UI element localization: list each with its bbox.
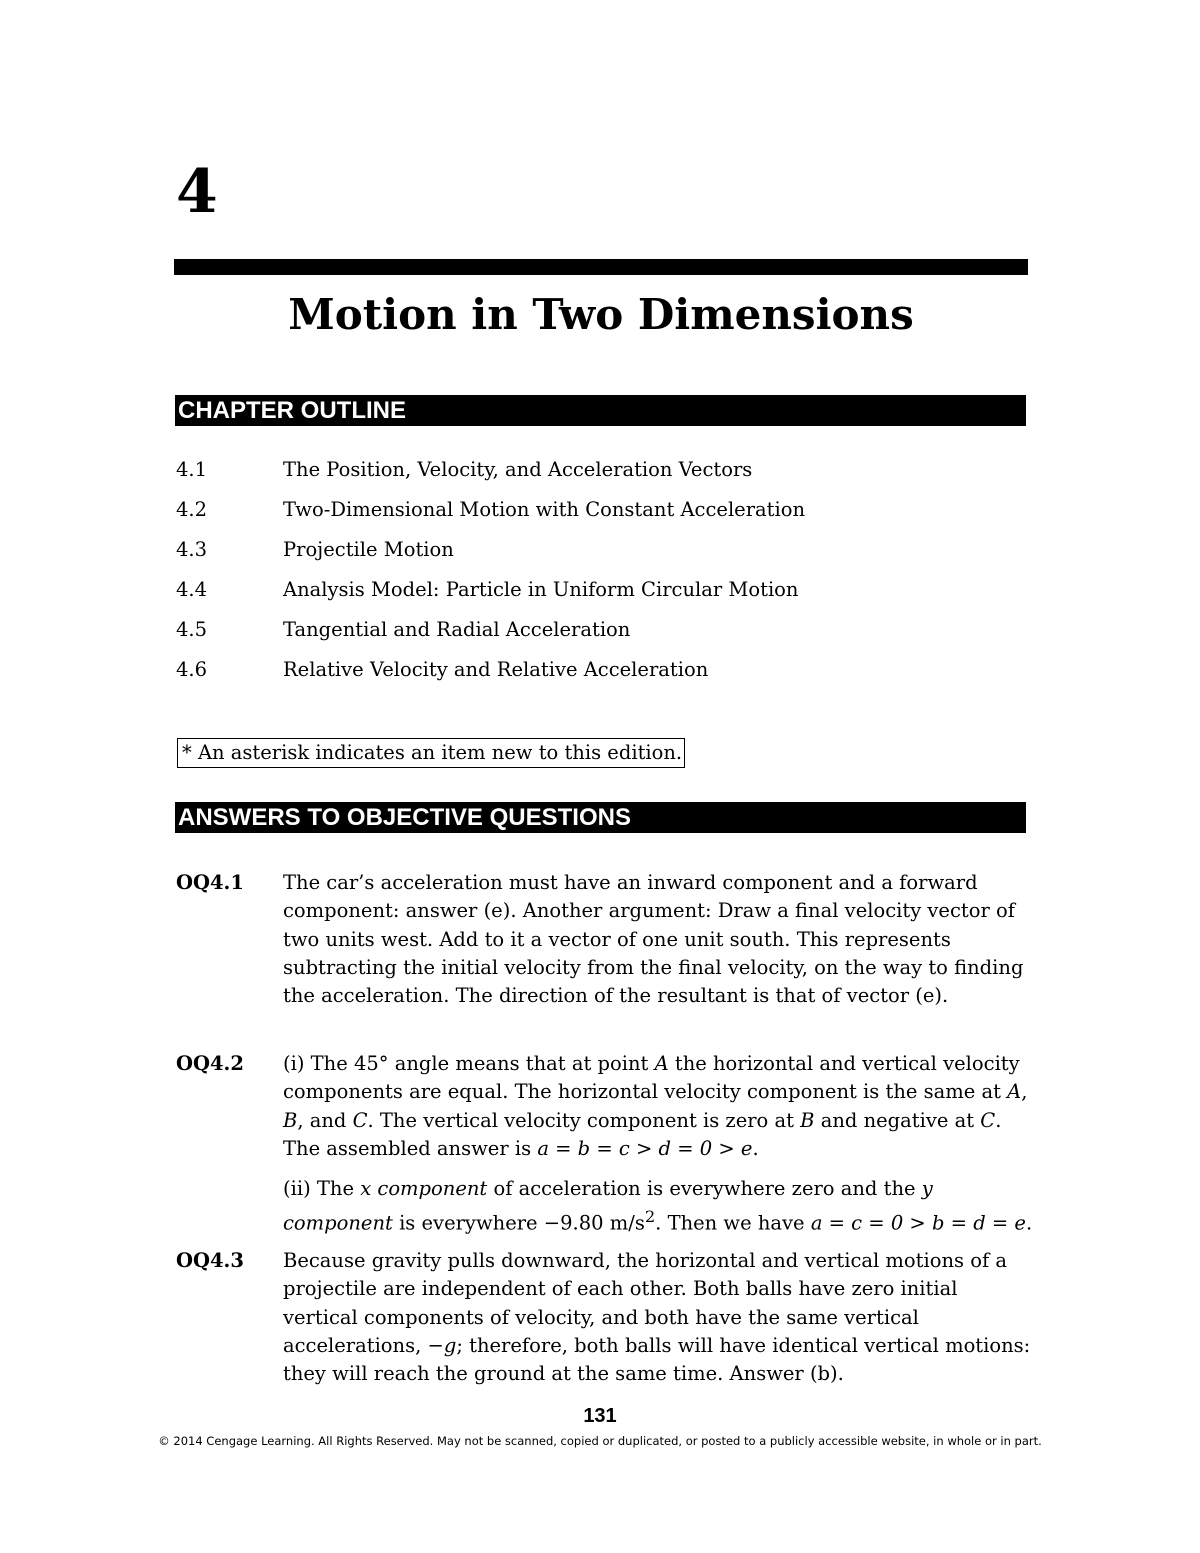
answer-item (176, 1050, 1036, 1238)
outline-item-title: Tangential and Radial Acceleration (283, 618, 631, 641)
answer-paragraph: Because gravity pulls downward, the horizontal and vertical motions of a projectile are independent of each other. Both balls have zero initial vertical components of velocity, and both have the same vertical accelerations, −g; therefore, both balls will have identical vertical motions: they will reach the ground at the same time. Answer (b). (283, 1249, 1031, 1386)
outline-item-number: 4.5 (176, 618, 208, 641)
outline-item-number: 4.2 (176, 498, 208, 521)
answer-text (283, 869, 1036, 1010)
outline-item-number: 4.3 (176, 538, 208, 561)
outline-item-title: Analysis Model: Particle in Uniform Circular Motion (283, 578, 799, 601)
outline-item-title: Relative Velocity and Relative Acceleration (283, 658, 709, 681)
outline-item-title: Projectile Motion (283, 538, 454, 561)
answer-paragraph: The car’s acceleration must have an inward component and a forward component: answer (e). Another argument: Draw a final velocity vector of two units west. Add to it a vector of one unit south. This represents subtracting the initial velocity from the final velocity, on the way to finding the acceleration. The direction of the resultant is that of vector (e). (283, 871, 1024, 1008)
question-label: OQ4.2 (176, 1052, 244, 1075)
outline-item (176, 495, 805, 535)
asterisk-note: * An asterisk indicates an item new to this edition. (177, 738, 685, 768)
outline-item-number: 4.1 (176, 458, 208, 481)
chapter-outline-list (176, 455, 805, 695)
question-label: OQ4.3 (176, 1249, 244, 1272)
outline-item-title: Two-Dimensional Motion with Constant Acceleration (283, 498, 806, 521)
copyright-notice: © 2014 Cengage Learning. All Rights Reserved. May not be scanned, copied or duplicated, or posted to a publicly accessible website, in whole or in part. (158, 1434, 1042, 1448)
outline-item-number: 4.4 (176, 578, 208, 601)
answer-paragraph-part-ii: (ii) The x component of acceleration is everywhere zero and the y component is everywhere −9.80 $m/s^2$. Then we have a = c = 0 > b = d = e. (283, 1177, 1033, 1235)
objective-questions-heading: ANSWERS TO OBJECTIVE QUESTIONS (175, 802, 1026, 833)
chapter-number: 4 (176, 157, 218, 227)
answer-paragraph-part-i: (i) The 45° angle means that at point A the horizontal and vertical velocity components are equal. The horizontal velocity component is the same at A, B, and C. The vertical velocity component is zero at B and negative at C. The assembled answer is a = b = c > d = 0 > e. (283, 1052, 1028, 1160)
chapter-rule (174, 259, 1028, 275)
outline-item (176, 535, 805, 575)
chapter-outline-heading: CHAPTER OUTLINE (175, 395, 1026, 426)
answer-item (176, 1247, 1036, 1388)
outline-item (176, 615, 805, 655)
page-number: 131 (583, 1405, 617, 1427)
answer-item (176, 869, 1036, 1010)
inequality-expression: a = b = c > d = 0 > e (537, 1136, 753, 1160)
outline-item (176, 455, 805, 495)
chapter-title: Motion in Two Dimensions (288, 290, 914, 339)
outline-item (176, 655, 805, 695)
answer-text (283, 1050, 1036, 1238)
outline-item-number: 4.6 (176, 658, 208, 681)
answer-text (283, 1247, 1036, 1388)
question-label: OQ4.1 (176, 871, 244, 894)
outline-item-title: The Position, Velocity, and Acceleration Vectors (283, 458, 753, 481)
outline-item (176, 575, 805, 615)
inequality-expression: a = c = 0 > b = d = e (810, 1211, 1026, 1235)
